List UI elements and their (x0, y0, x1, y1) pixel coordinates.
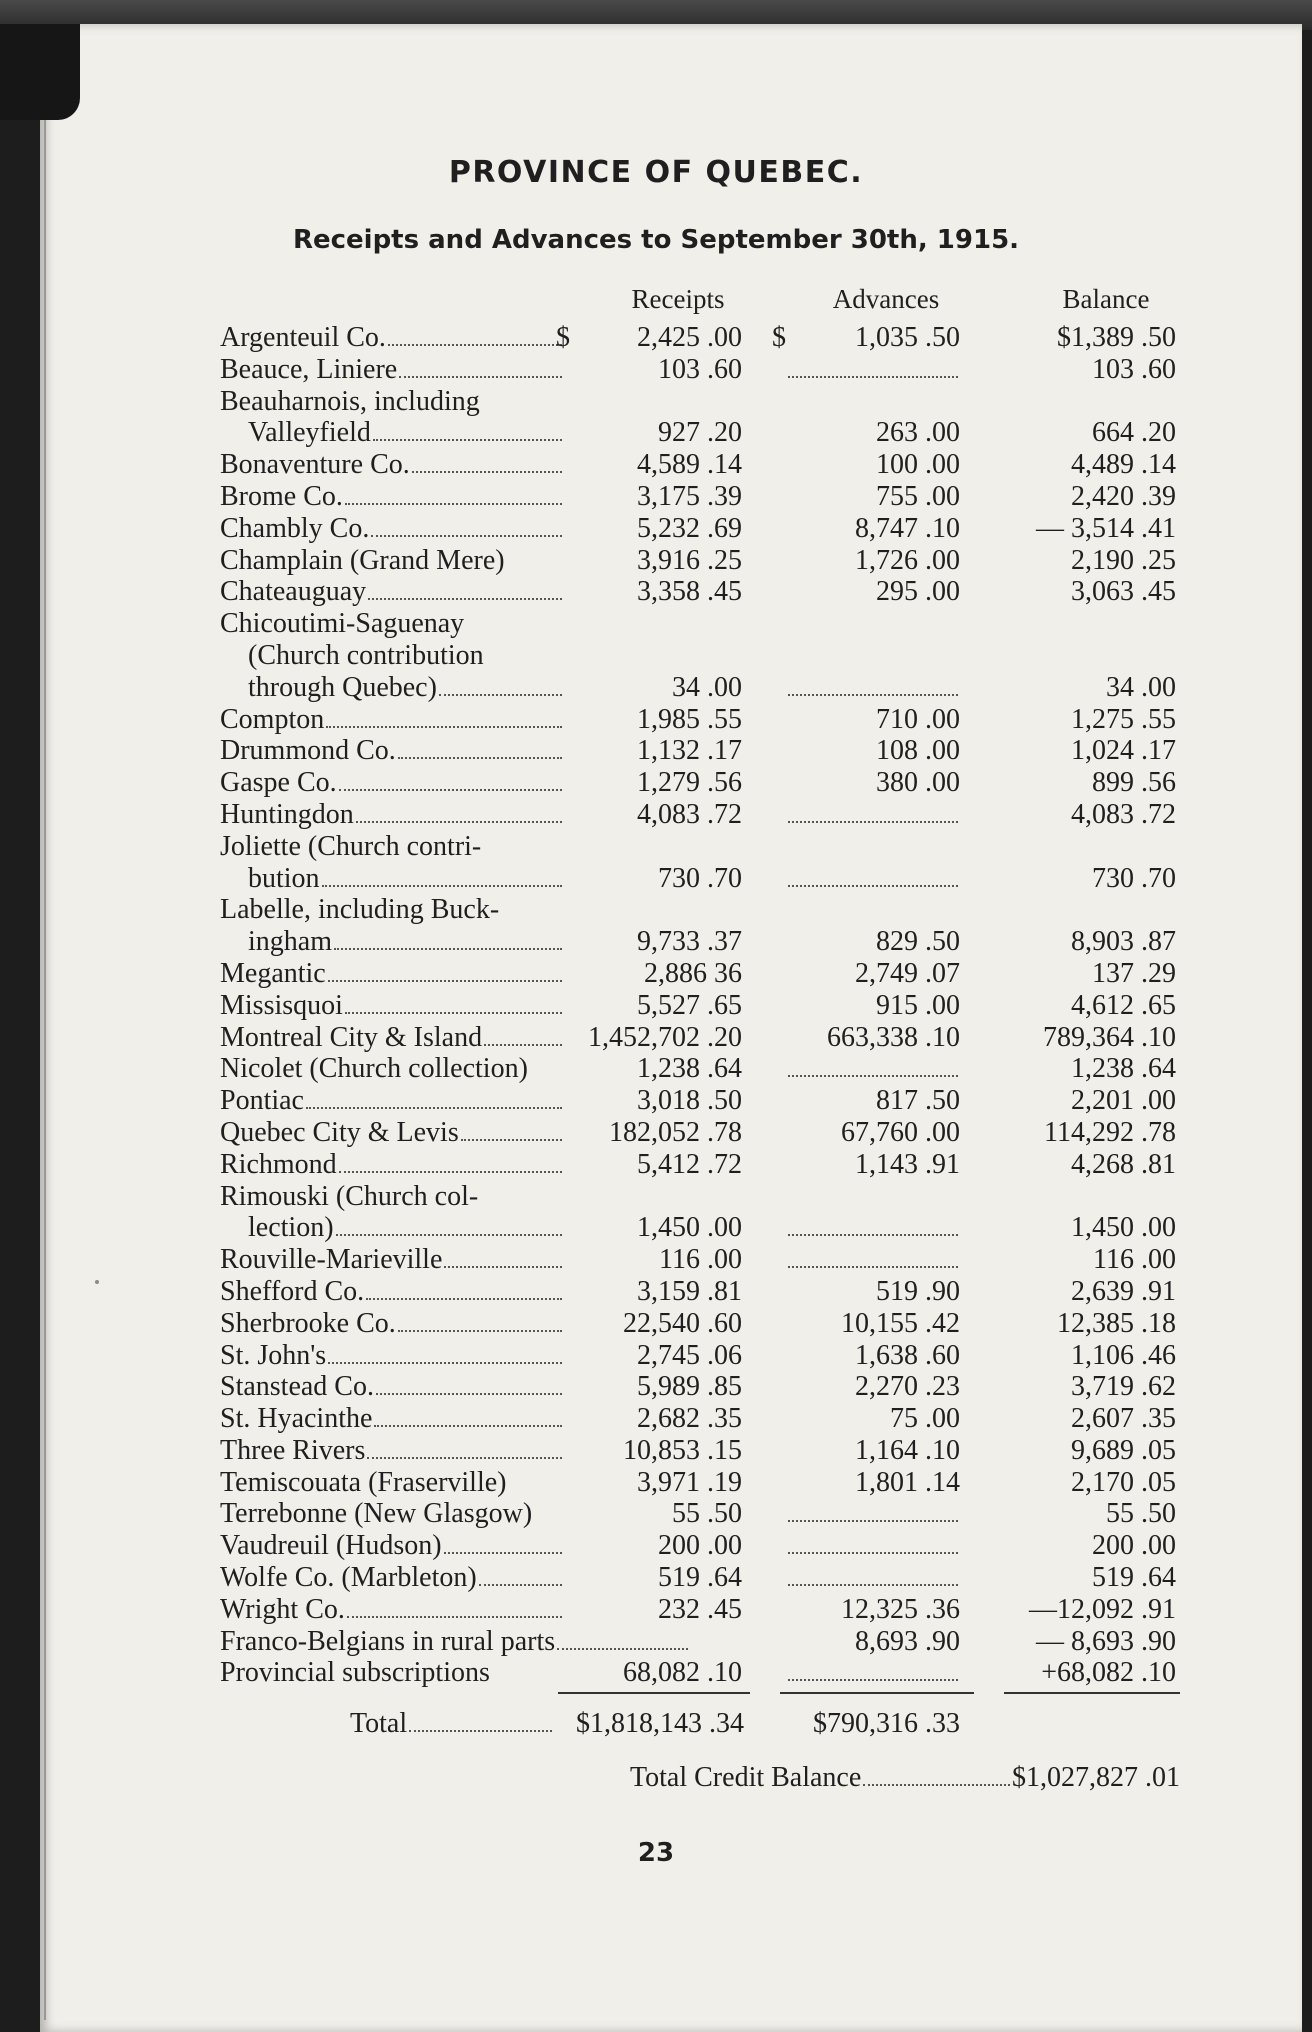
advances-cell: 8,747 .10 (855, 512, 960, 544)
advances-cell: 263 .00 (876, 417, 960, 449)
advances-cell: 12,325 .36 (841, 1593, 960, 1625)
column-header-balance: Balance (1062, 284, 1150, 314)
row-label-text: through Quebec) (248, 671, 437, 703)
receipts-cell: 1,985 .55 (637, 703, 742, 735)
row-label-text: St. John's (220, 1339, 327, 1371)
receipts-dollar-sign: $ (556, 322, 570, 353)
row-label-text: Missisquoi (220, 989, 343, 1021)
receipts-cell: 730 .70 (658, 862, 742, 894)
advances-cell: 295 .00 (876, 576, 960, 608)
row-label-text: Bonaventure Co. (220, 449, 410, 481)
table-row (220, 449, 1180, 481)
table-row (220, 545, 1180, 577)
receipts-cell: 34 .00 (672, 671, 742, 703)
row-label-text: Quebec City & Levis (220, 1116, 459, 1148)
advances-cell: 2,270 .23 (855, 1371, 960, 1403)
receipts-cell: 5,412 .72 (637, 1148, 742, 1180)
row-label-text: Three Rivers (220, 1434, 366, 1466)
row-label-text: Wright Co. (220, 1593, 345, 1625)
receipts-cell: 22,540 .60 (623, 1307, 742, 1339)
row-label-text: Drummond Co. (220, 735, 396, 767)
balance-cell: 34 .00 (1106, 671, 1176, 703)
balance-cell: 519 .64 (1092, 1562, 1176, 1594)
balance-cell: 3,719 .62 (1071, 1371, 1176, 1403)
total-receipts: $1,818,143 .34 (576, 1708, 744, 1739)
receipts-cell: 1,132 .17 (637, 735, 742, 767)
row-label-text: Huntingdon (220, 798, 354, 830)
row-label-text: Franco-Belgians in rural parts (220, 1625, 556, 1657)
balance-cell: 103 .60 (1092, 353, 1176, 385)
balance-cell: 4,612 .65 (1071, 989, 1176, 1021)
table-row (220, 831, 1180, 863)
balance-total-rule (1004, 1692, 1180, 1694)
row-label-text: Champlain (Grand Mere) (220, 544, 505, 576)
balance-cell: — 8,693 .90 (1036, 1625, 1176, 1657)
table-row (220, 990, 1180, 1022)
row-label-text: Rouville-Marieville (220, 1244, 443, 1276)
table-row (220, 322, 1180, 354)
row-label-text: Argenteuil Co. (220, 322, 386, 353)
advances-cell: 2,749 .07 (855, 957, 960, 989)
advances-cell: 817 .50 (876, 1085, 960, 1117)
table-row (220, 354, 1180, 386)
balance-cell: 2,170 .05 (1071, 1466, 1176, 1498)
advances-cell: 1,164 .10 (855, 1434, 960, 1466)
row-label-text: Stanstead Co. (220, 1371, 374, 1403)
balance-cell: $1,389 .50 (1057, 322, 1176, 353)
row-label-text: Chicoutimi-Saguenay (220, 608, 465, 640)
advances-cell: 8,693 .90 (855, 1625, 960, 1657)
row-label-text: lection) (248, 1212, 334, 1244)
table-row (220, 958, 1180, 990)
balance-cell: +68,082 .10 (1041, 1657, 1176, 1689)
leader-dots (409, 1730, 552, 1732)
balance-cell: — 3,514 .41 (1036, 512, 1176, 544)
balance-cell: 137 .29 (1092, 957, 1176, 989)
advances-cell: 663,338 .10 (827, 1021, 960, 1053)
table-row (220, 1467, 1180, 1499)
advances-cell: 519 .90 (876, 1275, 960, 1307)
binding-mark (0, 24, 80, 120)
balance-cell: 2,190 .25 (1071, 544, 1176, 576)
table-row (220, 1212, 1180, 1244)
balance-cell: 8,903 .87 (1071, 926, 1176, 958)
table-row (220, 735, 1180, 767)
balance-cell: 2,420 .39 (1071, 480, 1176, 512)
receipts-cell: 2,425 .00 (637, 322, 742, 353)
balance-cell: 1,450 .00 (1071, 1212, 1176, 1244)
balance-cell: 3,063 .45 (1071, 576, 1176, 608)
row-label-text: Compton (220, 703, 325, 735)
row-label (220, 386, 564, 418)
advances-cell: 380 .00 (876, 767, 960, 799)
receipts-cell: 1,450 .00 (637, 1212, 742, 1244)
column-header-receipts: Receipts (631, 284, 725, 314)
advances-cell: 100 .00 (876, 449, 960, 481)
receipts-cell: 519 .64 (658, 1562, 742, 1594)
row-label-text: Nicolet (Church collection) (220, 1053, 528, 1085)
page-edge-line (44, 120, 46, 2020)
balance-cell: 4,083 .72 (1071, 798, 1176, 830)
receipts-cell: 3,358 .45 (637, 576, 742, 608)
receipts-cell: 9,733 .37 (637, 926, 742, 958)
credit-balance-label: Total Credit Balance (630, 1762, 862, 1793)
row-label-text: Sherbrooke Co. (220, 1307, 396, 1339)
row-label-text: Brome Co. (220, 480, 343, 512)
table-row (220, 640, 1180, 672)
row-label (220, 640, 564, 672)
advances-cell: 915 .00 (876, 989, 960, 1021)
column-header-advances: Advances (832, 284, 940, 314)
advances-cell: 1,801 .14 (855, 1466, 960, 1498)
row-label-text: Provincial subscriptions (220, 1657, 490, 1689)
table-row (220, 672, 1180, 704)
table-row (220, 1244, 1180, 1276)
table-row (220, 704, 1180, 736)
row-label-text: Pontiac (220, 1085, 304, 1117)
advances-cell: 108 .00 (876, 735, 960, 767)
balance-cell: 899 .56 (1092, 767, 1176, 799)
receipts-cell: 1,279 .56 (637, 767, 742, 799)
paper-speck (95, 1280, 99, 1284)
balance-cell: 789,364 .10 (1043, 1021, 1176, 1053)
balance-cell: 1,106 .46 (1071, 1339, 1176, 1371)
row-label-text: Joliette (Church contri- (220, 830, 482, 862)
receipts-cell: 200 .00 (658, 1530, 742, 1562)
credit-balance-value: $1,027,827 .01 (1012, 1762, 1180, 1793)
table-row (220, 894, 1180, 926)
balance-cell: 1,275 .55 (1071, 703, 1176, 735)
advances-cell: 1,035 .50 (855, 322, 960, 353)
row-label-text: Valleyfield (248, 417, 371, 449)
table-row (220, 386, 1180, 418)
balance-cell: 4,489 .14 (1071, 449, 1176, 481)
row-label-text: Gaspe Co. (220, 767, 337, 799)
receipts-cell: 2,745 .06 (637, 1339, 742, 1371)
balance-cell: 2,201 .00 (1071, 1085, 1176, 1117)
table-row (220, 1181, 1180, 1213)
balance-cell: 2,639 .91 (1071, 1275, 1176, 1307)
totals-label: Total (350, 1708, 408, 1739)
receipts-cell: 3,159 .81 (637, 1275, 742, 1307)
receipts-cell: 2,682 .35 (637, 1403, 742, 1435)
advances-dollar-sign: $ (772, 322, 786, 353)
row-label-text: Temiscouata (Fraserville) (220, 1466, 507, 1498)
table-row (220, 513, 1180, 545)
advances-total-rule (780, 1692, 974, 1694)
table-row (220, 1276, 1180, 1308)
row-label (220, 608, 564, 640)
table-row (220, 1340, 1180, 1372)
table-row (220, 608, 1180, 640)
receipts-cell: 3,018 .50 (637, 1085, 742, 1117)
table-row (220, 863, 1180, 895)
receipts-cell: 3,971 .19 (637, 1466, 742, 1498)
row-label-text: Wolfe Co. (Marbleton) (220, 1562, 477, 1594)
table-row (220, 1371, 1180, 1403)
table-row (220, 799, 1180, 831)
receipts-cell: 68,082 .10 (623, 1657, 742, 1689)
table-row (220, 576, 1180, 608)
table-row (220, 1308, 1180, 1340)
receipts-cell: 10,853 .15 (623, 1434, 742, 1466)
balance-cell: 12,385 .18 (1057, 1307, 1176, 1339)
advances-cell: 67,760 .00 (841, 1116, 960, 1148)
balance-cell: 2,607 .35 (1071, 1403, 1176, 1435)
table-row (220, 1022, 1180, 1054)
row-label-text: Chateauguay (220, 576, 367, 608)
receipts-cell: 116 .00 (659, 1244, 742, 1276)
table-row (220, 1530, 1180, 1562)
balance-cell: 200 .00 (1092, 1530, 1176, 1562)
table-row (220, 1562, 1180, 1594)
row-label-text: St. Hyacinthe (220, 1403, 373, 1435)
row-label-text: bution (248, 862, 320, 894)
table-row (220, 1403, 1180, 1435)
row-label-text: Beauharnois, including (220, 385, 480, 417)
advances-cell: 1,143 .91 (855, 1148, 960, 1180)
advances-cell: 10,155 .42 (841, 1307, 960, 1339)
receipts-cell: 1,452,702 .20 (588, 1021, 742, 1053)
table-row (220, 1149, 1180, 1181)
receipts-cell: 5,232 .69 (637, 512, 742, 544)
row-label-text: Montreal City & Island (220, 1021, 483, 1053)
row-label (220, 894, 564, 926)
advances-cell: 1,726 .00 (855, 544, 960, 576)
row-label (220, 1181, 564, 1213)
row-label-text: Chambly Co. (220, 512, 370, 544)
advances-cell: 710 .00 (876, 703, 960, 735)
total-advances: $790,316 .33 (813, 1708, 960, 1739)
table-row (220, 1435, 1180, 1467)
row-label-text: (Church contribution (248, 639, 484, 671)
table-row (220, 1594, 1180, 1626)
table-row (220, 1657, 1180, 1689)
balance-cell: 9,689 .05 (1071, 1434, 1176, 1466)
table-row (220, 481, 1180, 513)
advances-cell: 755 .00 (876, 480, 960, 512)
row-label-text: ingham (248, 926, 332, 958)
receipts-cell: 103 .60 (658, 353, 742, 385)
row-label-text: Terrebonne (New Glasgow) (220, 1498, 533, 1530)
row-label-text: Megantic (220, 957, 326, 989)
advances-cell: 75 .00 (890, 1403, 960, 1435)
advances-cell: 829 .50 (876, 926, 960, 958)
receipts-cell: 5,989 .85 (637, 1371, 742, 1403)
balance-cell: 1,238 .64 (1071, 1053, 1176, 1085)
row-label-text: Beauce, Liniere (220, 353, 398, 385)
credit-balance-row (630, 1762, 1180, 1794)
row-label-text: Labelle, including Buck- (220, 894, 500, 926)
balance-cell: 116 .00 (1093, 1244, 1176, 1276)
receipts-cell: 927 .20 (658, 417, 742, 449)
page-title: PROVINCE OF QUEBEC. (448, 155, 864, 190)
receipts-cell: 5,527 .65 (637, 989, 742, 1021)
row-label-text: Shefford Co. (220, 1275, 365, 1307)
balance-cell: —12,092 .91 (1029, 1593, 1176, 1625)
table-row (220, 1117, 1180, 1149)
balance-cell: 55 .50 (1106, 1498, 1176, 1530)
row-label-text: Rimouski (Church col- (220, 1180, 479, 1212)
receipts-cell: 2,886 36 (644, 957, 742, 989)
table-row (220, 767, 1180, 799)
row-label-text: Vaudreuil (Hudson) (220, 1530, 442, 1562)
receipts-cell: 3,175 .39 (637, 480, 742, 512)
table-row (220, 1626, 1180, 1658)
receipts-cell: 4,589 .14 (637, 449, 742, 481)
row-label (220, 831, 564, 863)
page-subtitle: Receipts and Advances to September 30th, 1915. (292, 225, 1020, 255)
balance-cell: 730 .70 (1092, 862, 1176, 894)
balance-cell: 664 .20 (1092, 417, 1176, 449)
table-row (220, 1085, 1180, 1117)
row-label-text: Richmond (220, 1148, 337, 1180)
table-row (220, 417, 1180, 449)
leader-dots (863, 1784, 1010, 1786)
balance-cell: 4,268 .81 (1071, 1148, 1176, 1180)
page-number: 23 (637, 1838, 675, 1868)
advances-cell: 1,638 .60 (855, 1339, 960, 1371)
table-row (220, 926, 1180, 958)
balance-cell: 114,292 .78 (1044, 1116, 1176, 1148)
receipts-cell: 232 .45 (658, 1593, 742, 1625)
receipts-cell: 4,083 .72 (637, 798, 742, 830)
receipts-cell: 1,238 .64 (637, 1053, 742, 1085)
ledger-table (220, 322, 1180, 1689)
receipts-cell: 3,916 .25 (637, 544, 742, 576)
table-row (220, 1053, 1180, 1085)
receipts-cell: 182,052 .78 (609, 1116, 742, 1148)
receipts-cell: 55 .50 (672, 1498, 742, 1530)
table-row (220, 1498, 1180, 1530)
balance-cell: 1,024 .17 (1071, 735, 1176, 767)
receipts-total-rule (558, 1692, 750, 1694)
